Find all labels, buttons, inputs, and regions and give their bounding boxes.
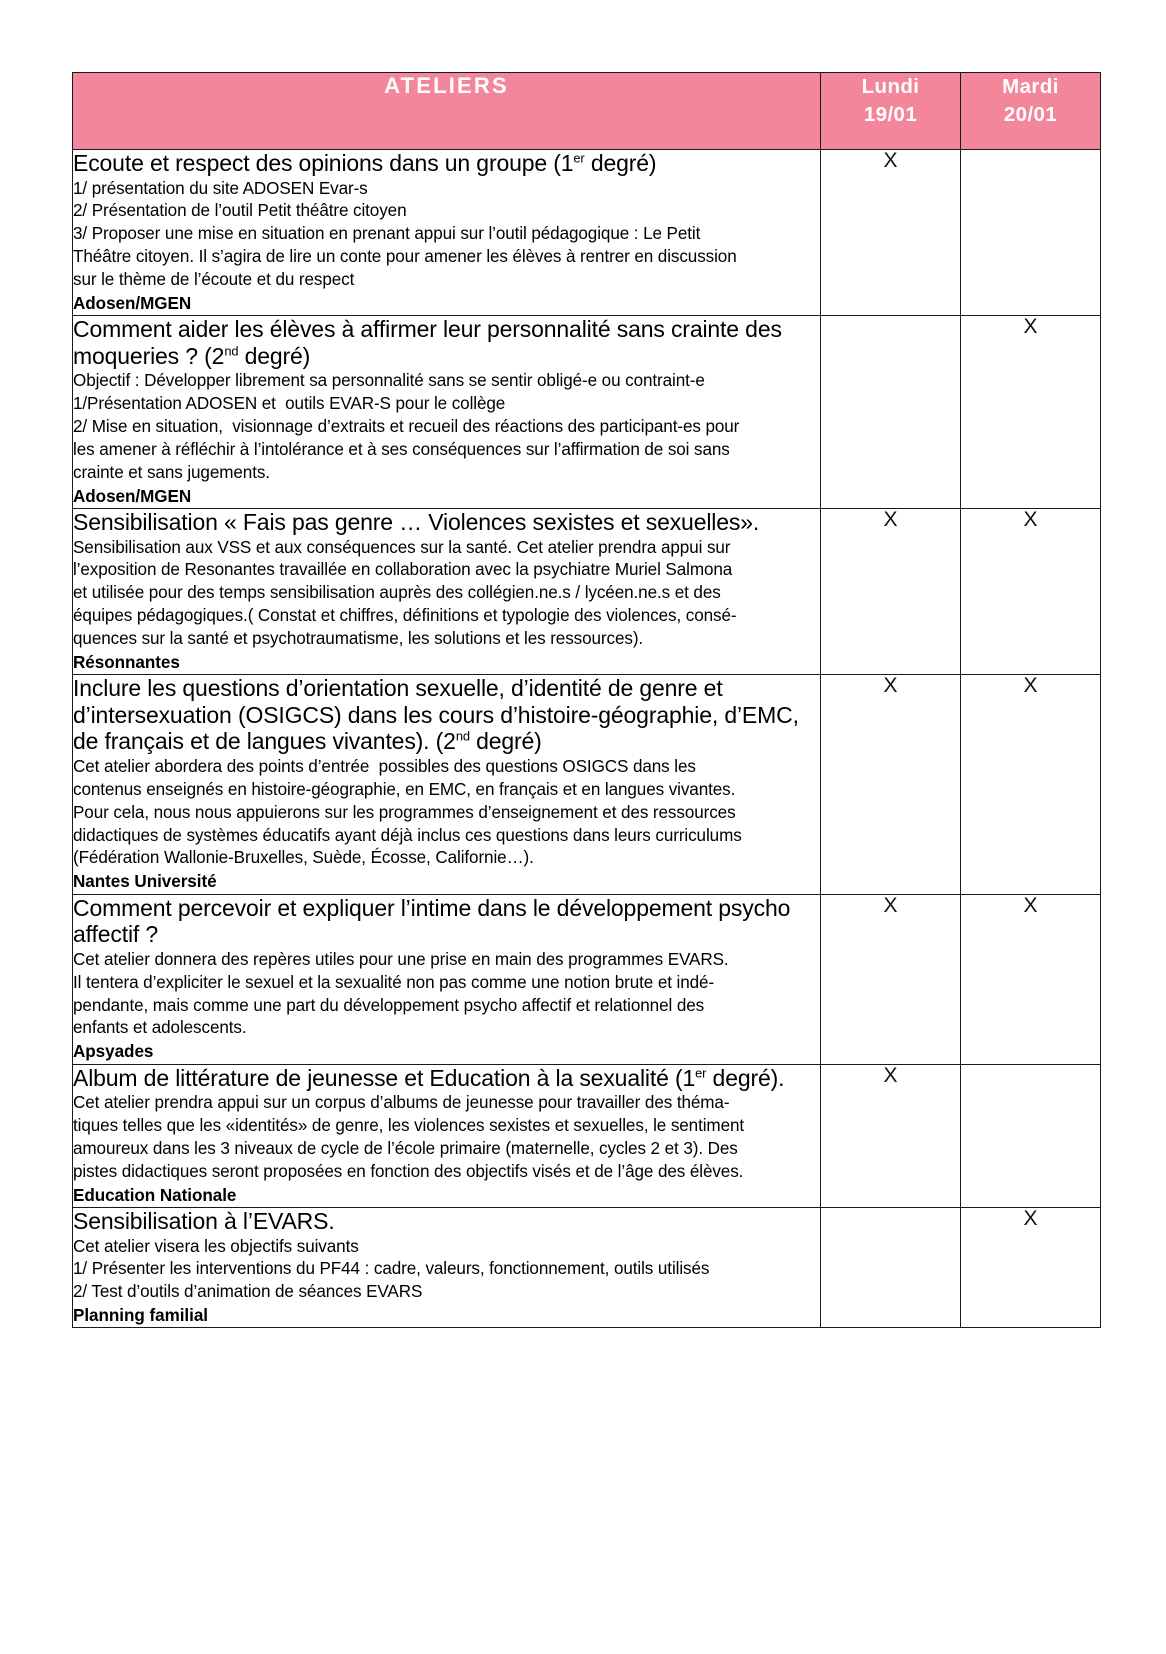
atelier-description-line: didactiques de systèmes éducatifs ayant déjà inclus ces questions dans leurs curriculums (73, 825, 742, 845)
atelier-cell (73, 150, 821, 316)
atelier-organisation: Planning familial (73, 1306, 208, 1326)
atelier-cell (73, 1207, 821, 1328)
atelier-description-line: amoureux dans les 3 niveaux de cycle de l’école primaire (maternelle, cycles 2 et 3). Des (73, 1138, 738, 1158)
atelier-description-line: Il tentera d’expliciter le sexuel et la sexualité non pas comme une notion brute et indé- (73, 972, 715, 992)
column-header-mardi (961, 73, 1101, 150)
atelier-description-line: Théâtre citoyen. Il s’agira de lire un conte pour amener les élèves à rentrer en discussion (73, 247, 737, 267)
atelier-description-line: l’exposition de Resonantes travaillée en collaboration avec la psychiatre Muriel Salmona (73, 560, 733, 580)
atelier-organisation: Nantes Université (73, 872, 217, 892)
lundi-mark-cell: X (821, 150, 961, 316)
atelier-cell (73, 508, 821, 674)
atelier-description-line: (Fédération Wallonie-Bruxelles, Suède, Écosse, Californie…). (73, 848, 534, 868)
lundi-mark-cell: X (821, 1064, 961, 1207)
mardi-mark-cell (961, 150, 1101, 316)
mardi-label: Mardi (1002, 75, 1059, 98)
atelier-organisation: Adosen/MGEN (73, 293, 192, 313)
atelier-organisation: Apsyades (73, 1042, 154, 1062)
lundi-mark-cell: X (821, 508, 961, 674)
mardi-mark-cell: X (961, 316, 1101, 509)
atelier-title: Comment percevoir et expliquer l’intime dans le développement psycho affectif ? (73, 894, 791, 948)
atelier-description-line: et utilisée pour des temps sensibilisation auprès des collégien.ne.s / lycéen.ne.s et des (73, 583, 721, 603)
ordinal-suffix: er (695, 1064, 707, 1080)
atelier-description-line: tiques telles que les «identités» de genre, les violences sexistes et sexuelles, le sentiment (73, 1116, 745, 1136)
table-row (73, 316, 1101, 509)
lundi-date: 19/01 (863, 102, 918, 126)
atelier-description-line: Cet atelier visera les objectifs suivants (73, 1236, 359, 1256)
column-header-ateliers: ATELIERS (73, 73, 821, 150)
atelier-description-line: 2/ Mise en situation, visionnage d’extraits et recueil des réactions des participant-es pour (73, 417, 740, 437)
atelier-description-line: Cet atelier donnera des repères utiles pour une prise en main des programmes EVARS. (73, 949, 729, 969)
table-row (73, 675, 1101, 894)
atelier-description-line: les amener à réfléchir à l’intolérance et à ses conséquences sur l’affirmation de soi sans (73, 439, 730, 459)
atelier-organisation: Adosen/MGEN (73, 486, 192, 506)
mardi-mark-cell: X (961, 1207, 1101, 1328)
atelier-cell (73, 894, 821, 1064)
atelier-description-line: 1/ présentation du site ADOSEN Evar-s (73, 178, 368, 198)
atelier-description-line: pistes didactiques seront proposées en fonction des objectifs visés et de l’âge des élèves. (73, 1161, 744, 1181)
table-row (73, 894, 1101, 1064)
atelier-description-line: quences sur la santé et psychotraumatisme, les solutions et les ressources). (73, 628, 644, 648)
ordinal-suffix: nd (224, 343, 239, 359)
mardi-mark-cell: X (961, 894, 1101, 1064)
atelier-description-line: pendante, mais comme une part du développement psycho affectif et relationnel des (73, 995, 705, 1015)
mardi-date: 20/01 (1003, 102, 1058, 126)
atelier-description-line: 2/ Test d’outils d’animation de séances EVARS (73, 1282, 423, 1302)
atelier-organisation: Education Nationale (73, 1185, 237, 1205)
mardi-mark-cell: X (961, 675, 1101, 894)
table-row (73, 150, 1101, 316)
atelier-description-line: Objectif : Développer librement sa personnalité sans se sentir obligé-e ou contraint-e (73, 371, 705, 391)
atelier-description-line: 1/ Présenter les interventions du PF44 : cadre, valeurs, fonctionnement, outils utilisés (73, 1259, 710, 1279)
lundi-mark-cell: X (821, 894, 961, 1064)
table-row (73, 1064, 1101, 1207)
atelier-description-line: Cet atelier abordera des points d’entrée possibles des questions OSIGCS dans les (73, 757, 696, 777)
atelier-title: Album de littérature de jeunesse et Education à la sexualité (1er degré). (73, 1064, 785, 1091)
mardi-mark-cell: X (961, 508, 1101, 674)
atelier-cell (73, 1064, 821, 1207)
ateliers-schedule-table (72, 72, 1101, 1328)
atelier-description-line: 2/ Présentation de l’outil Petit théâtre citoyen (73, 201, 407, 221)
ordinal-suffix: nd (455, 728, 470, 744)
table-row (73, 508, 1101, 674)
atelier-title: Sensibilisation à l’EVARS. (73, 1207, 335, 1234)
mardi-mark-cell (961, 1064, 1101, 1207)
atelier-description-line: contenus enseignés en histoire-géographie, en EMC, en français et en langues vivantes. (73, 779, 736, 799)
table-row (73, 1207, 1101, 1328)
lundi-mark-cell: X (821, 675, 961, 894)
atelier-title: Inclure les questions d’orientation sexuelle, d’identité de genre et d’intersexuation (OSIGCS) dans les cours d’histoire-géographie, d’EMC, de français et de langues vivantes). (2nd degré) (73, 675, 799, 755)
atelier-title: Sensibilisation « Fais pas genre … Violences sexistes et sexuelles». (73, 508, 760, 535)
atelier-description-line: crainte et sans jugements. (73, 462, 270, 482)
atelier-organisation: Résonnantes (73, 652, 180, 672)
atelier-title: Ecoute et respect des opinions dans un groupe (1er degré) (73, 150, 657, 176)
ordinal-suffix: er (573, 150, 585, 166)
atelier-cell (73, 675, 821, 894)
atelier-description-line: Pour cela, nous nous appuierons sur les programmes d’enseignement et des ressources (73, 802, 736, 822)
column-header-lundi (821, 73, 961, 150)
lundi-mark-cell (821, 316, 961, 509)
atelier-description-line: Cet atelier prendra appui sur un corpus d’albums de jeunesse pour travailler des théma- (73, 1093, 730, 1113)
atelier-description-line: enfants et adolescents. (73, 1018, 247, 1038)
atelier-description-line: 1/Présentation ADOSEN et outils EVAR-S pour le collège (73, 394, 506, 414)
atelier-title: Comment aider les élèves à affirmer leur personnalité sans crainte des moqueries ? (2nd degré) (73, 316, 782, 369)
lundi-mark-cell (821, 1207, 961, 1328)
atelier-description-line: équipes pédagogiques.( Constat et chiffres, définitions et typologie des violences, consé- (73, 606, 737, 626)
atelier-description-line: sur le thème de l’écoute et du respect (73, 269, 355, 289)
table-body (73, 150, 1101, 1328)
table-header (73, 73, 1101, 150)
atelier-description-line: Sensibilisation aux VSS et aux conséquences sur la santé. Cet atelier prendra appui sur (73, 537, 731, 557)
header-row (73, 73, 1101, 150)
lundi-label: Lundi (861, 75, 920, 98)
atelier-cell (73, 316, 821, 509)
atelier-description-line: 3/ Proposer une mise en situation en prenant appui sur l’outil pédagogique : Le Petit (73, 224, 701, 244)
